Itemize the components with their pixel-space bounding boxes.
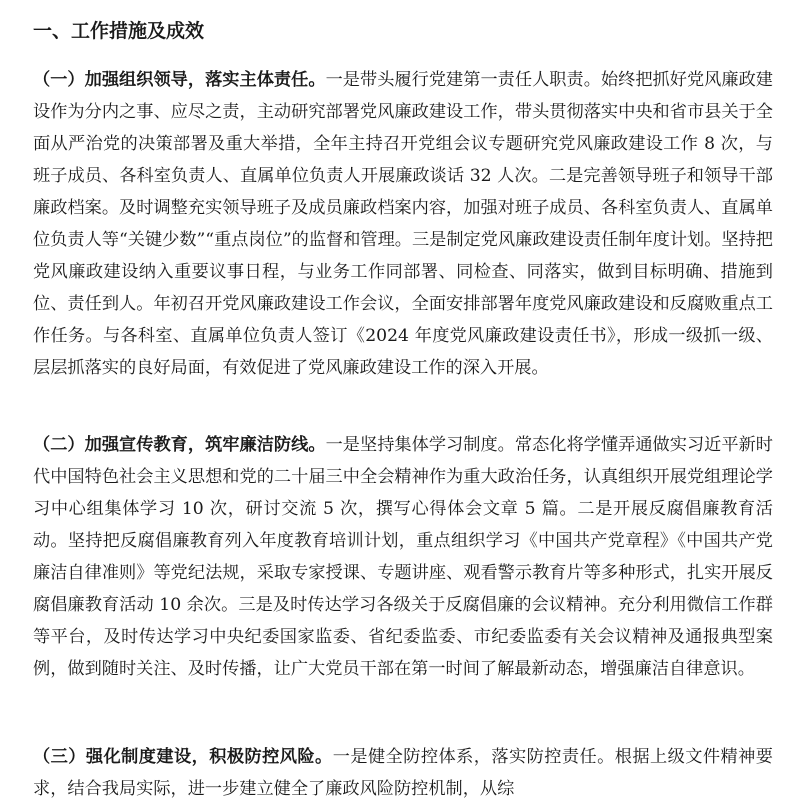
paragraph-1	[33, 64, 773, 384]
paragraph-1-heading: （一）加强组织领导，落实主体责任。	[33, 70, 326, 90]
paragraph-2-body: 一是坚持集体学习制度。常态化将学懂弄通做实习近平新时代中国特色社会主义思想和党的二十届三中全会精神作为重大政治任务，认真组织开展党组理论学习中心组集体学习 10 次，研讨交流 5 次，撰写心得体会文章 5 篇。二是开展反腐倡廉教育活动。坚持把反腐倡廉教育列入年度教育培训计划，重点组织学习《中国共产党章程》《中国共产党廉洁自律准则》等党纪法规，采取专家授课、专题讲座、观看警示教育片等多种形式，扎实开展反腐倡廉教育活动 10 余次。三是及时传达学习各级关于反腐倡廉的会议精神。充分利用微信工作群等平台，及时传达学习中央纪委国家监委、省纪委监委、市纪委监委有关会议精神及通报典型案例，做到随时关注、及时传播，让广大党员干部在第一时间了解最新动态，增强廉洁自律意识。	[33, 435, 773, 679]
paragraph-3	[33, 741, 773, 800]
paragraph-2-heading: （二）加强宣传教育，筑牢廉洁防线。	[33, 435, 326, 455]
paragraph-2	[33, 429, 773, 685]
paragraph-1-body: 一是带头履行党建第一责任人职责。始终把抓好党风廉政建设作为分内之事、应尽之责，主动研究部署党风廉政建设工作，带头贯彻落实中央和省市县关于全面从严治党的决策部署及重大举措，全年主持召开党组会议专题研究党风廉政建设工作 8 次，与班子成员、各科室负责人、直属单位负责人开展廉政谈话 32 人次。二是完善领导班子和领导干部廉政档案。及时调整充实领导班子及成员廉政档案内容，加强对班子成员、各科室负责人、直属单位负责人等“关键少数”“重点岗位”的监督和管理。三是制定党风廉政建设责任制年度计划。坚持把党风廉政建设纳入重要议事日程，与业务工作同部署、同检查、同落实，做到目标明确、措施到位、责任到人。年初召开党风廉政建设工作会议，全面安排部署年度党风廉政建设和反腐败重点工作任务。与各科室、直属单位负责人签订《2024 年度党风廉政建设责任书》，形成一级抓一级、层层抓落实的良好局面，有效促进了党风廉政建设工作的深入开展。	[33, 70, 773, 378]
paragraph-3-heading: （三）强化制度建设，积极防控风险。	[33, 747, 333, 767]
section-title: 一、工作措施及成效	[33, 20, 205, 42]
paragraph-3-body: 一是健全防控体系，落实防控责任。根据上级文件精神要求，结合我局实际，进一步建立健全了廉政风险防控机制，从综	[33, 747, 773, 799]
